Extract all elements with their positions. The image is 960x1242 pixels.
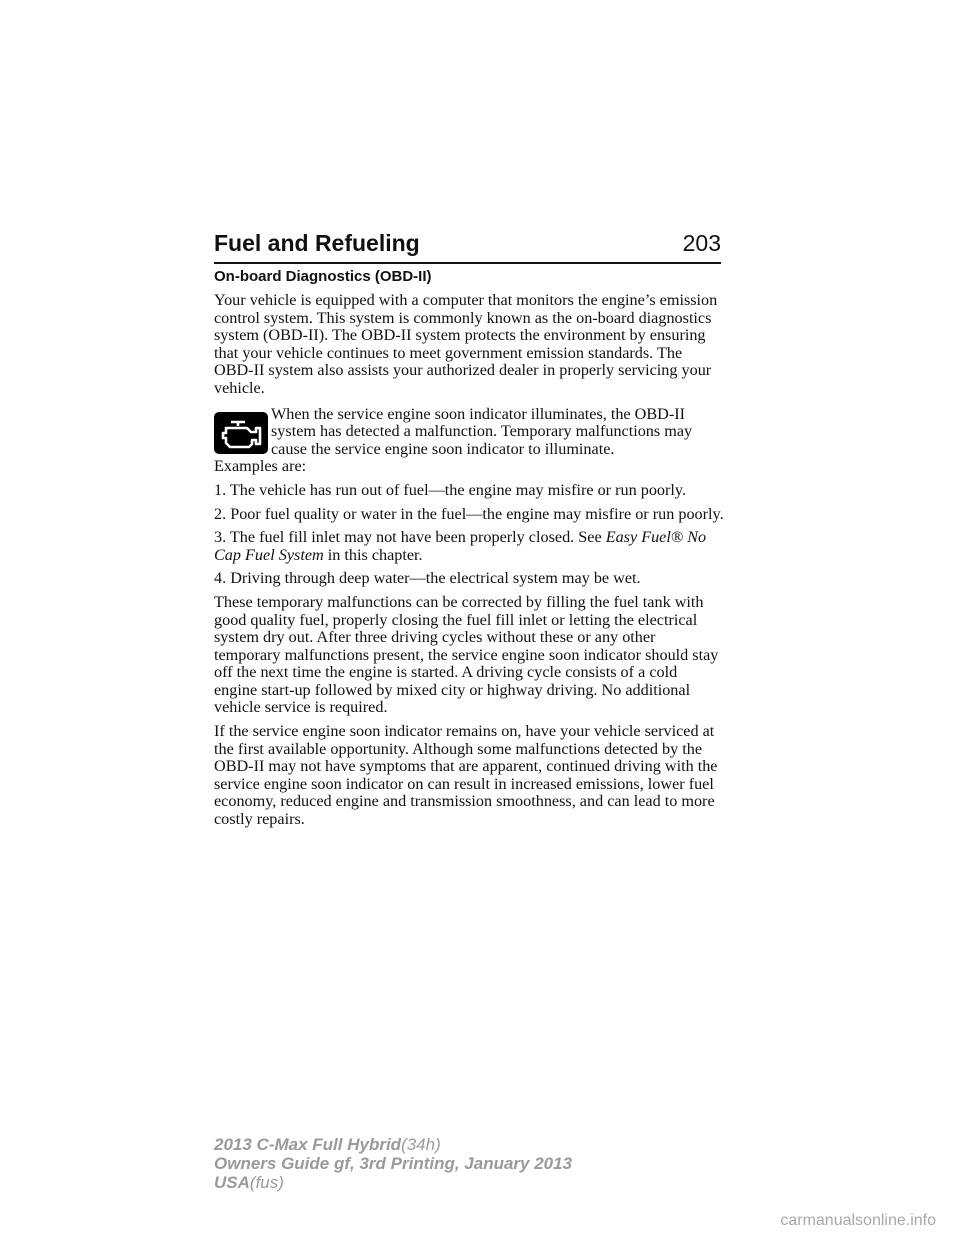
footer-model-code: (34h): [401, 1135, 441, 1154]
section-heading: On-board Diagnostics (OBD-II): [214, 268, 432, 285]
footer-line-2: Owners Guide gf, 3rd Printing, January 2013: [214, 1154, 573, 1173]
chapter-title: Fuel and Refueling: [214, 230, 420, 256]
page-content: [214, 268, 724, 835]
example-item-3-text: 3. The fuel fill inlet may not have been properly closed. See: [214, 528, 606, 547]
footer-line-3: [214, 1173, 572, 1192]
example-item-2: 2. Poor fuel quality or water in the fuel—the engine may misfire or run poorly.: [214, 504, 724, 523]
footer-market: USA: [214, 1173, 250, 1192]
engine-icon: [214, 412, 268, 454]
example-item-3-suffix: in this chapter.: [323, 545, 423, 564]
example-item-1: 1. The vehicle has run out of fuel—the engine may misfire or run poorly.: [214, 480, 687, 499]
indicator-paragraph: When the service engine soon indicator illuminates, the OBD-II system has detected a malfunction. Temporary malfunctions may cause the service engine soon indicator to illuminate.: [271, 404, 693, 458]
footer-line-1: [214, 1135, 572, 1154]
watermark: carmanualsonline.info: [780, 1212, 936, 1229]
page-number: 203: [682, 230, 721, 256]
page-header: [214, 228, 721, 264]
intro-paragraph: Your vehicle is equipped with a computer that monitors the engine’s emission control system. This system is commonly known as the on-board diagnostics system (OBD-II). The OBD-II system protects the environment by ensuring that your vehicle continues to meet government emission standards. The OBD-II system also assists your authorized dealer in properly servicing your vehicle.: [214, 291, 718, 397]
remains-on-paragraph: If the service engine soon indicator remains on, have your vehicle serviced at the first available opportunity. Although some malfunctions detected by the OBD-II may not have symptoms that are apparent, continued driving with the service engine soon indicator on can result in increased emissions, lower fuel economy, reduced engine and transmission smoothness, and can lead to more costly repairs.: [214, 722, 718, 829]
example-item-4: 4. Driving through deep water—the electrical system may be wet.: [214, 569, 641, 588]
example-item-3: [214, 529, 724, 564]
footer-market-code: (fus): [249, 1173, 284, 1192]
examples-label: Examples are:: [214, 457, 307, 476]
footer-model: 2013 C-Max Full Hybrid: [214, 1135, 402, 1154]
document-footer: [214, 1135, 572, 1192]
indicator-block: [214, 406, 724, 459]
corrected-paragraph: These temporary malfunctions can be corrected by filling the fuel tank with good quality fuel, properly closing the fuel fill inlet or letting the electrical system dry out. After three driving cycles without these or any other temporary malfunctions present, the service engine soon indicator should stay off the next time the engine is started. A driving cycle consists of a cold engine start-up followed by mixed city or highway driving. No additional vehicle service is required.: [214, 592, 719, 717]
cross-reference-link[interactable]: Easy Fuel® No Cap Fuel System: [214, 528, 707, 564]
